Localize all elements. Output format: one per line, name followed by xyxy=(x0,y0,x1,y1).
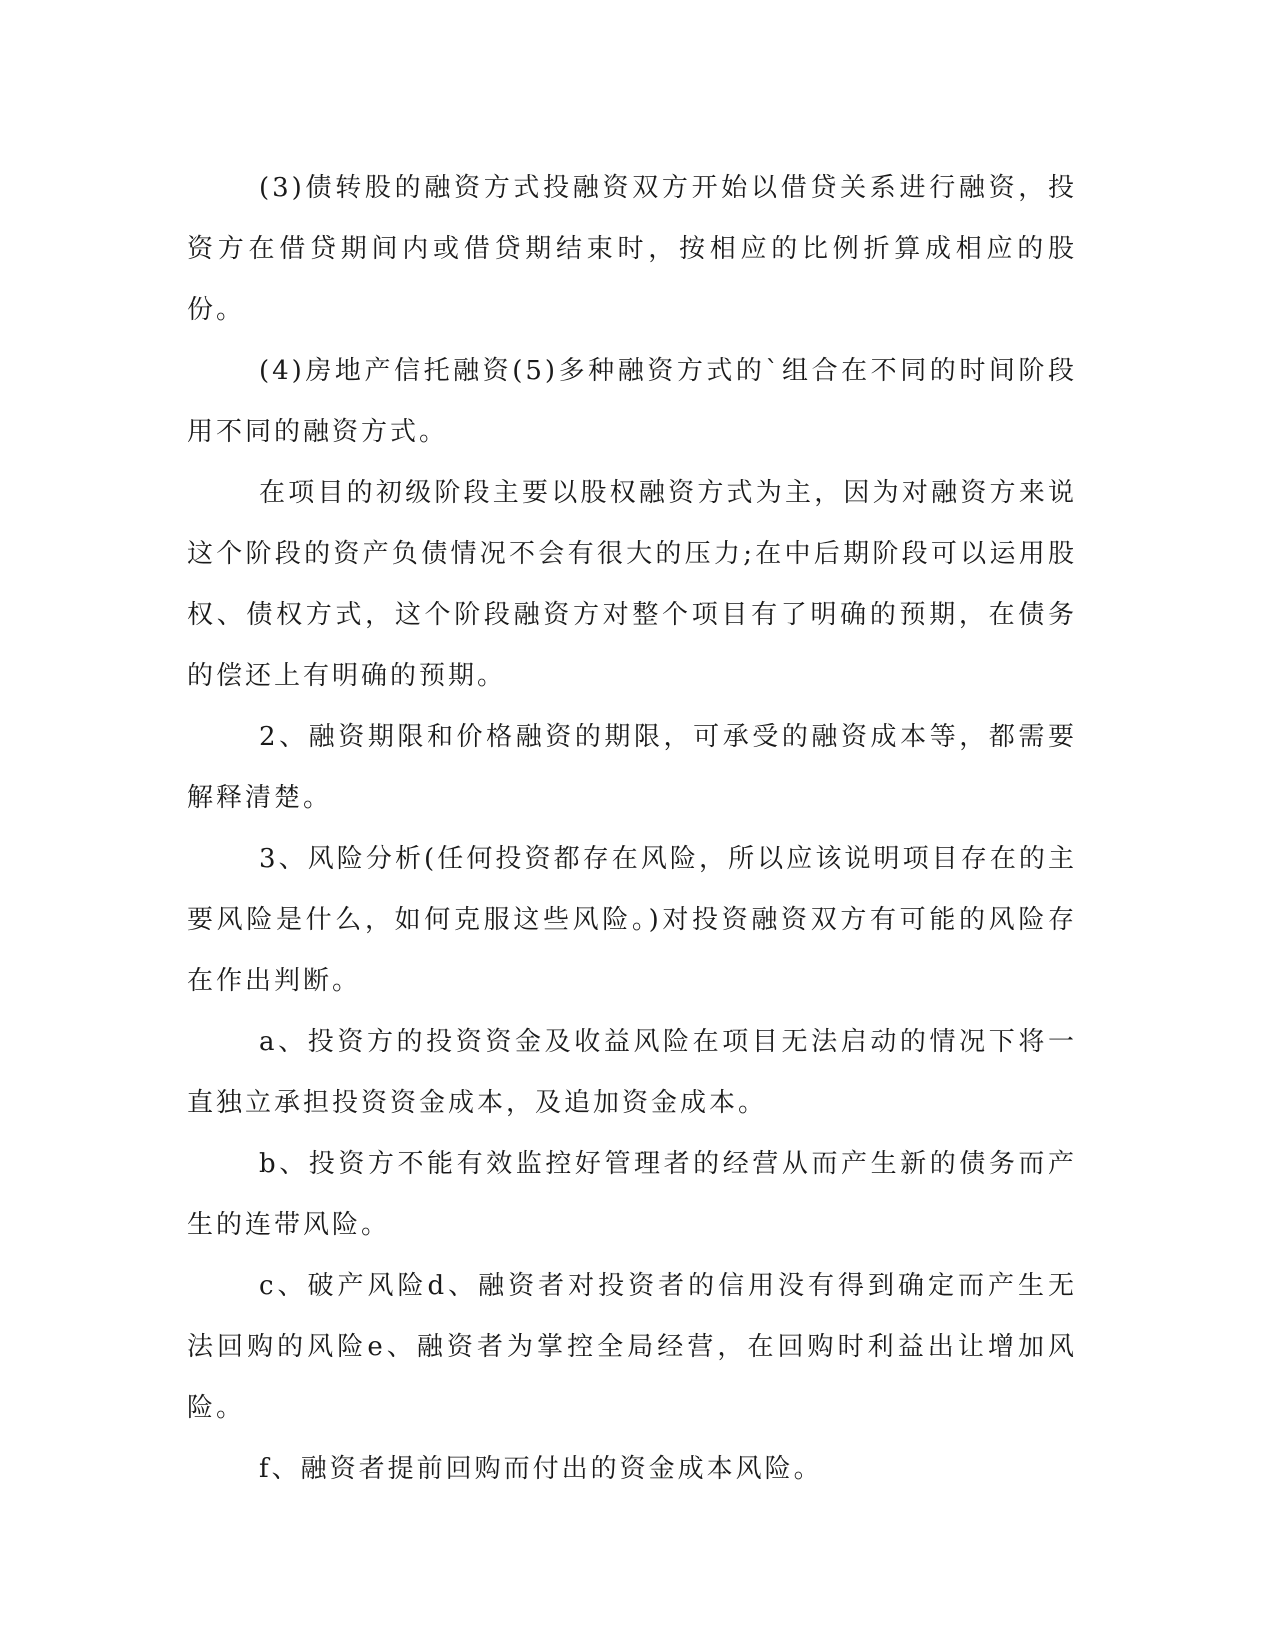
paragraph-risk-a: a、投资方的投资资金及收益风险在项目无法启动的情况下将一直独立承担投资资金成本，及追加资金成本。 xyxy=(187,1027,1077,1118)
paragraph-risk-f: f、融资者提前回购而付出的资金成本风险。 xyxy=(259,1454,823,1484)
paragraph-risk-analysis: 3、风险分析(任何投资都存在风险，所以应该说明项目存在的主要风险是什么，如何克服这些风险。)对投资融资双方有可能的风险存在作出判断。 xyxy=(187,844,1077,996)
paragraph-project-stages: 在项目的初级阶段主要以股权融资方式为主，因为对融资方来说这个阶段的资产负债情况不会有很大的压力;在中后期阶段可以运用股权、债权方式，这个阶段融资方对整个项目有了明确的预期，在债务的偿还上有明确的预期。 xyxy=(187,478,1077,691)
document-body xyxy=(187,158,1077,1500)
paragraph-financing-term: 2、融资期限和价格融资的期限，可承受的融资成本等，都需要解释清楚。 xyxy=(187,722,1077,813)
paragraph-risk-b: b、投资方不能有效监控好管理者的经营从而产生新的债务而产生的连带风险。 xyxy=(187,1149,1077,1240)
paragraph-risk-c-d-e: c、破产风险d、融资者对投资者的信用没有得到确定而产生无法回购的风险e、融资者为掌控全局经营，在回购时利益出让增加风险。 xyxy=(187,1271,1077,1423)
paragraph-real-estate-trust: (4)房地产信托融资(5)多种融资方式的`组合在不同的时间阶段用不同的融资方式。 xyxy=(187,356,1077,447)
paragraph-debt-to-equity: (3)债转股的融资方式投融资双方开始以借贷关系进行融资，投资方在借贷期间内或借贷期结束时，按相应的比例折算成相应的股份。 xyxy=(187,173,1077,325)
